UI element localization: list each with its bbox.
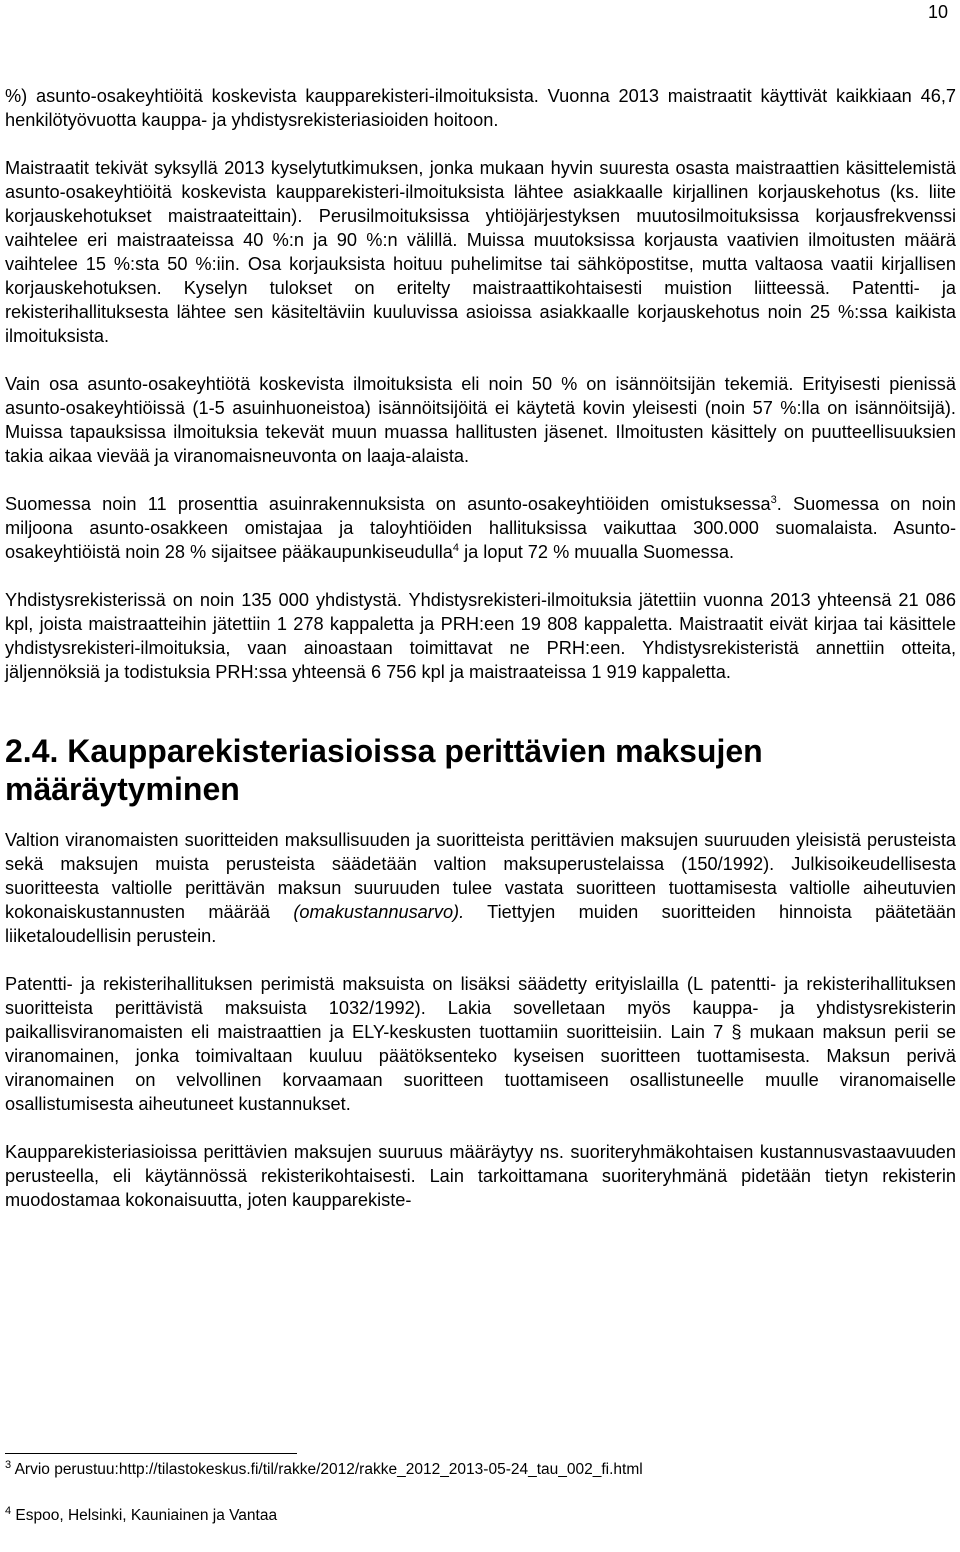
- italic-term: (omakustannusarvo).: [293, 902, 465, 922]
- footnote-4: [5, 1506, 956, 1526]
- paragraph-isannoitsija: Vain osa asunto-osakeyhtiötä koskevista ilmoituksista eli noin 50 % on isännöitsijän tekemiä. Erityisesti pienissä asunto-osakeyhtiöissä (1-5 asuinhuoneistoa) isännöitsijöitä ei käytetä kovin yleisesti (noin 57 %:lla on isännöitsijä). Muissa tapauksissa ilmoituksia tekevät muun muassa hallitusten jäsenet. Ilmoitusten käsittely on puutteellisuuksien takia aikaa vievää ja viranomaisneuvonta on laaja-alaista.: [5, 374, 956, 466]
- footnote-ref-3: 3: [770, 493, 777, 506]
- page-number: 10: [927, 2, 948, 22]
- footnotes: [5, 1453, 956, 1552]
- paragraph-kustannusvastaavuus: Kaupparekisteriasioissa perittävien maksujen suuruus määräytyy ns. suoriteryhmäkohtaisen kustannusvastaavuuden perusteella, eli käytännössä rekisterikohtaisesti. Lain tarkoittamana suoriteryhmänä pidetään tietyn rekisterin muodostamaa kokonaisuutta, joten kaupparekiste-: [5, 1142, 956, 1210]
- footnote-number: 4: [5, 1504, 12, 1517]
- footnote-divider: [5, 1453, 297, 1454]
- paragraph-maksuperustelaki: [5, 828, 956, 948]
- paragraph-text: ja loput 72 % muualla Suomessa.: [459, 542, 735, 562]
- footnote-text: Arvio perustuu:http://tilastokeskus.fi/til/rakke/2012/rakke_2012_2013-05-24_tau_002_fi.html: [11, 1461, 643, 1478]
- paragraph-prh-maksut: Patentti- ja rekisterihallituksen perimistä maksuista on lisäksi säädetty erityislailla (L patentti- ja rekisterihallituksen suoritteista perittävistä maksuista 1032/1992). Lakia sovelletaan myös kauppa- ja yhdistysrekisterin paikallisviranomaisten eli maistraattien ja ELY-keskusten tuottamiin suoritteisiin. Lain 7 § mukaan maksun perii se viranomainen, jonka toimivaltaan kuuluu päätöksenteko kyseisen suoritteen tuottamisesta. Maksun perivä viranomainen on velvollinen korvaamaan suoritteen tuottamiseen osallistuneelle muulle viranomaiselle osallistumisesta aiheutuneet kustannukset.: [5, 974, 956, 1114]
- paragraph-asunto-osakeyhtiot: [5, 492, 956, 564]
- footnote-number: 3: [5, 1458, 12, 1471]
- paragraph-text: Suomessa noin 11 prosenttia asuinrakennuksista on asunto-osakeyhtiöiden omistuksessa: [5, 494, 771, 514]
- paragraph-text: Tiettyjen muiden suoritteiden hinnoista päätetään liiketaloudellisin perustein.: [5, 902, 956, 946]
- paragraph-kaupparekisteri-ilmoitukset: %) asunto-osakeyhtiöitä koskevista kaupparekisteri-ilmoituksista. Vuonna 2013 maistraatit käyttivät kaikkiaan 46,7 henkilötyövuotta kauppa- ja yhdistysrekisteriasioiden hoitoon.: [5, 86, 956, 130]
- footnote-ref-4: 4: [452, 541, 460, 554]
- footnote-3: [5, 1460, 956, 1480]
- paragraph-text: Valtion viranomaisten suoritteiden maksullisuuden ja suoritteista perittävien maksujen suuruuden yleisistä perusteista sekä maksujen muista perusteista säädetään valtion maksuperustelaissa (150/1992). Julkisoikeudellisesta suoritteesta valtiolle perittävän maksun suuruuden tulee vastata suoritteen tuottamisesta valtiolle aiheutuvien kokonaiskustannusten määrää: [5, 830, 956, 922]
- paragraph-yhdistysrekisteri: Yhdistysrekisterissä on noin 135 000 yhdistystä. Yhdistysrekisteri-ilmoituksia jätettiin vuonna 2013 yhteensä 21 086 kpl, joista maistraatteihin jätettiin 1 278 kappaletta ja PRH:een 19 808 kappaletta. Maistraatit eivät kirjaa tai käsittele yhdistysrekisteri-ilmoituksia, vaan ainoastaan toimittavat ne PRH:een. Yhdistysrekisteristä annettiin otteita, jäljennöksiä ja todistuksia PRH:ssa yhteensä 6 756 kpl ja maistraateissa 1 919 kappaletta.: [5, 590, 956, 682]
- document-body: [5, 84, 956, 1212]
- footnote-text: Espoo, Helsinki, Kauniainen ja Vantaa: [11, 1507, 278, 1524]
- section-heading: 2.4. Kaupparekisteriasioissa perittävien maksujen määräytyminen: [5, 733, 763, 807]
- paragraph-text: . Suomessa on noin miljoona asunto-osakkeen omistajaa ja taloyhtiöiden hallituksissa vaikuttaa 300.000 suomalaista. Asunto-osakeyhtiöistä noin 28 % sijaitsee pääkaupunkiseudulla: [5, 494, 956, 562]
- paragraph-kyselytutkimus: Maistraatit tekivät syksyllä 2013 kyselytutkimuksen, jonka mukaan hyvin suuresta osasta maistraattien käsittelemistä asunto-osakeyhtiöitä koskevista kaupparekisteri-ilmoituksista lähtee asiakkaalle kirjallinen korjauskehotus (ks. liite korjauskehotukset maistraateittain). Perusilmoituksissa yhtiöjärjestyksen muutosilmoituksissa korjausfrekvenssi vaihtelee eri maistraateissa 40 %:n ja 90 %:n välillä. Muissa muutoksissa korjausta vaativien ilmoitusten määrä vaihtelee 15 %:sta 50 %:iin. Osa korjauksista hoituu puhelimitse tai sähköpostitse, mutta valtaosa vaatii kirjallisen korjauskehotuksen. Kyselyn tulokset on eritelty maistraattikohtaisesti muistion liitteessä. Patentti- ja rekisterihallituksesta lähtee sen käsiteltäviin kuuluvissa asioissa asiakkaalle korjauskehotus noin 25 %:ssa kaikista ilmoituksista.: [5, 158, 956, 346]
